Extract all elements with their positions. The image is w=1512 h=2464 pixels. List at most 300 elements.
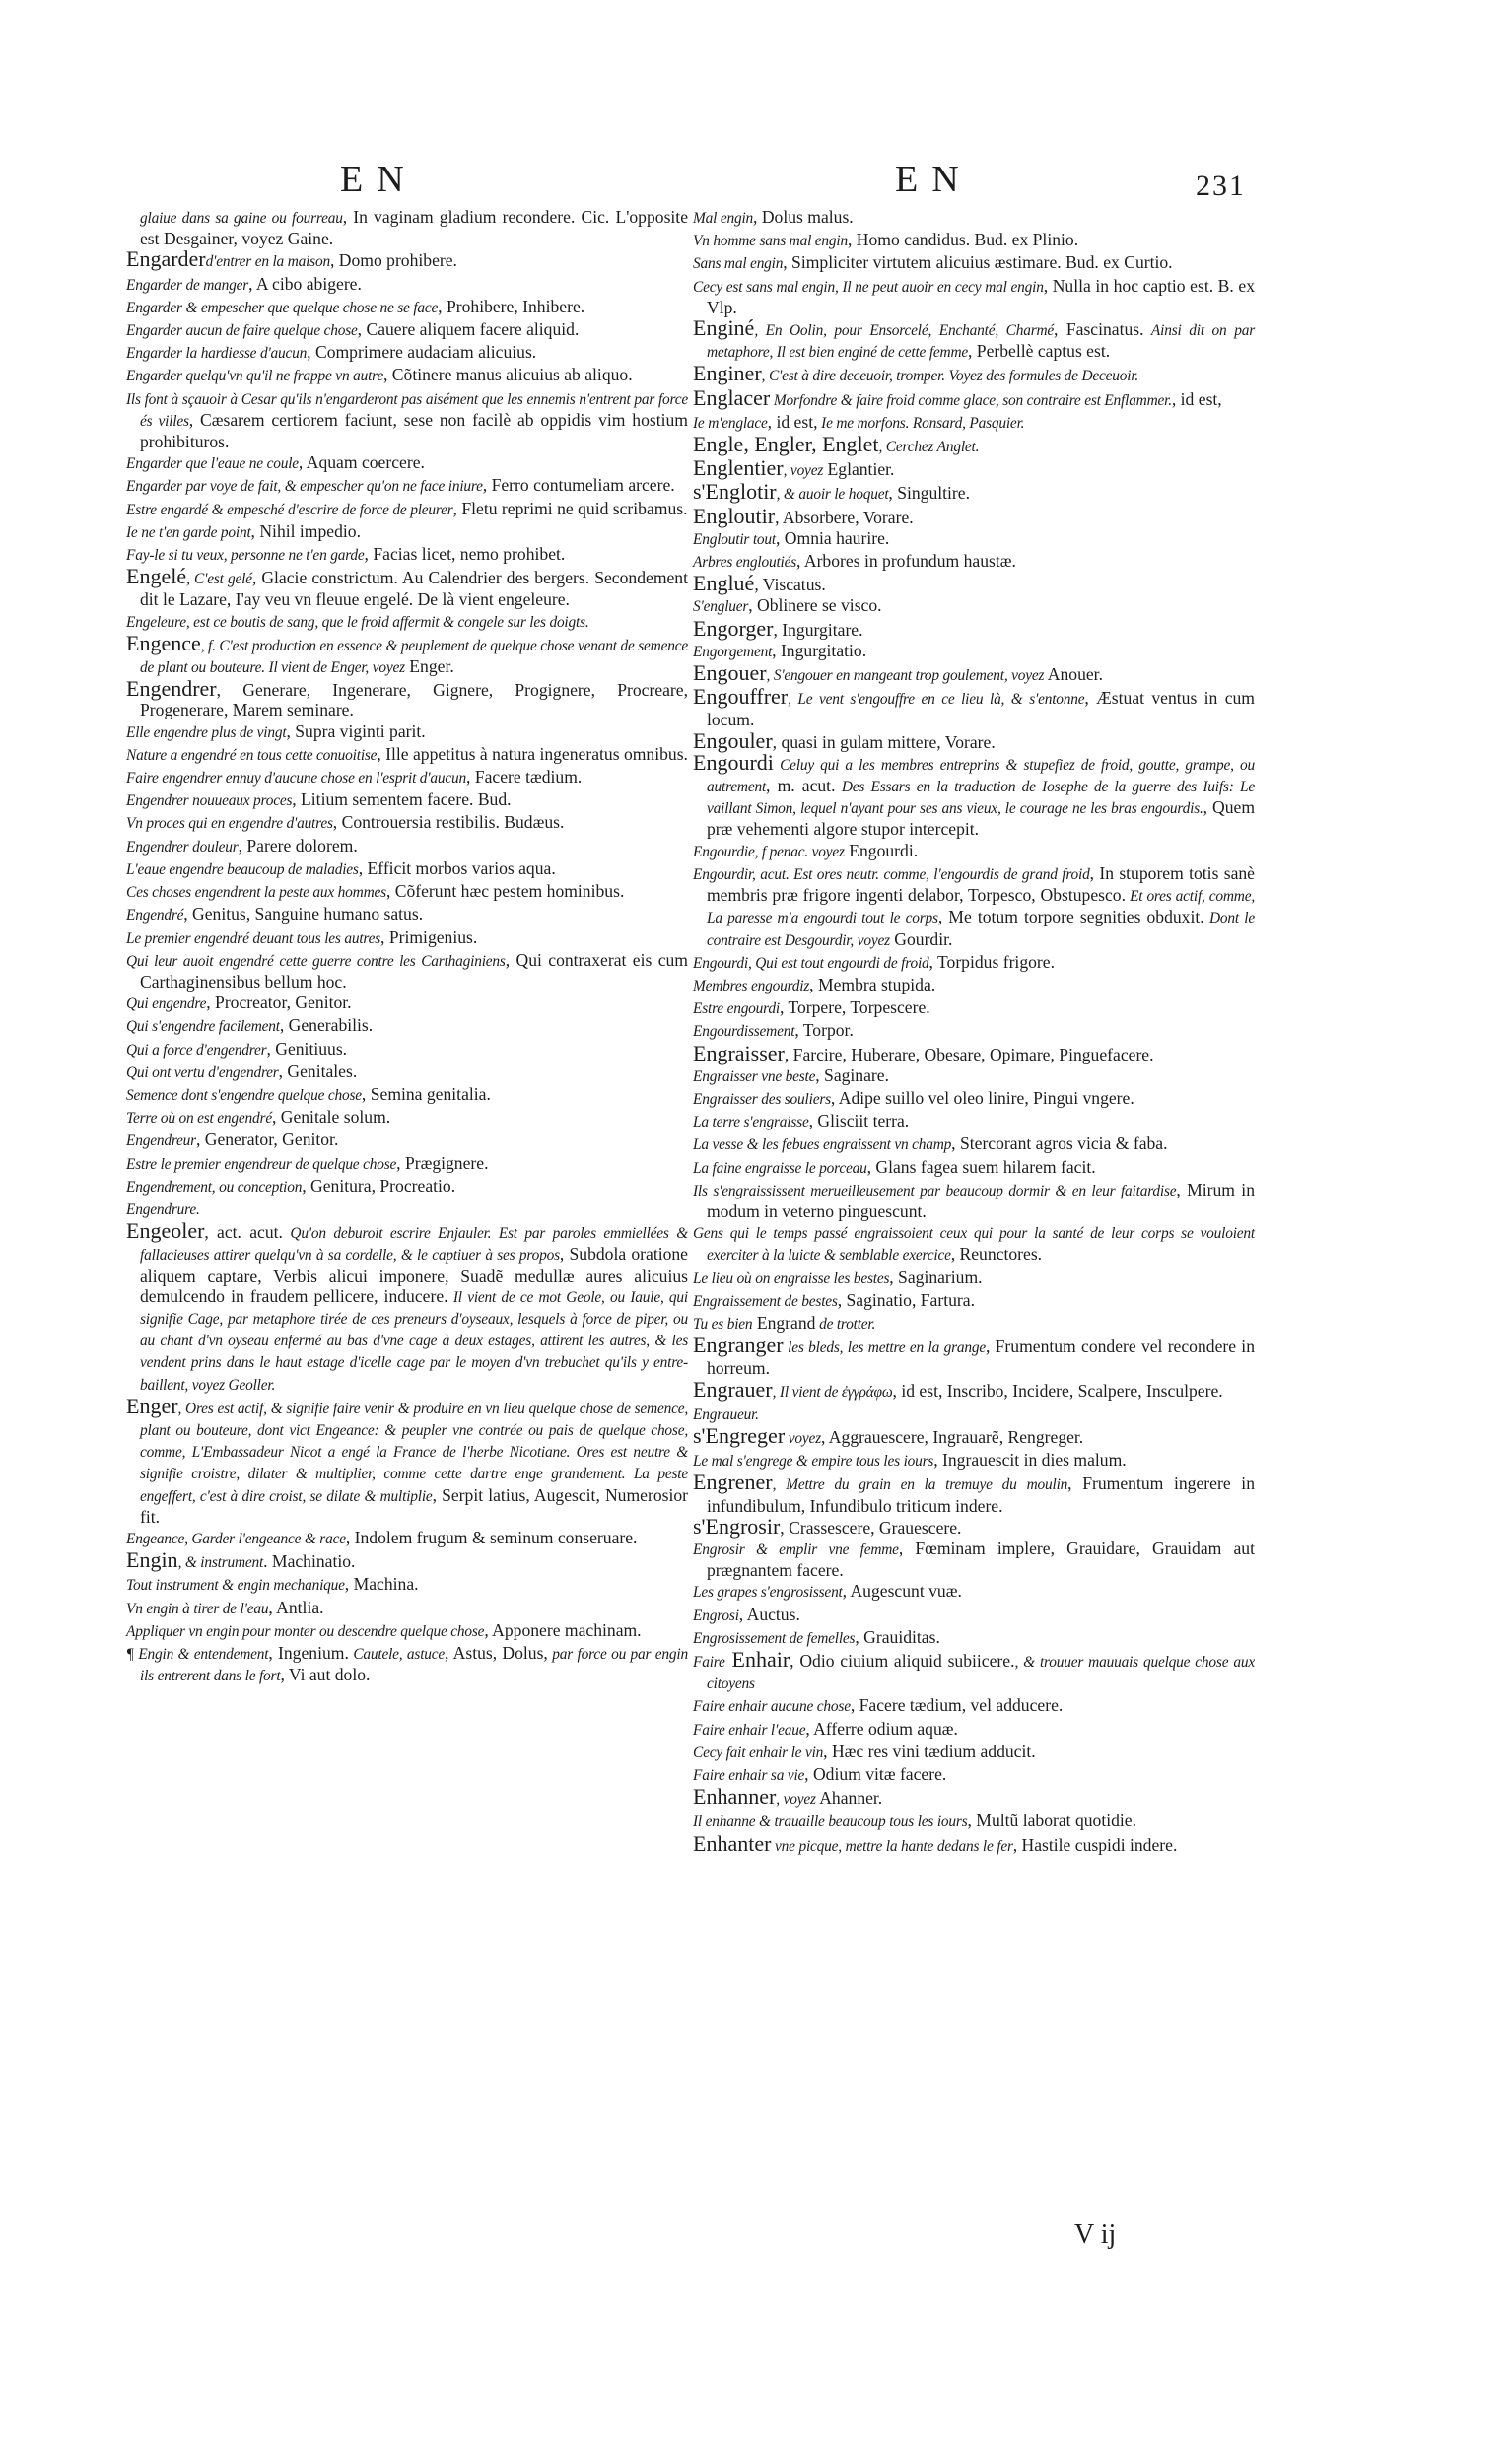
dictionary-entry [126, 1393, 689, 1527]
latin-text: , Augescunt vuæ. [842, 1581, 962, 1602]
dictionary-entry [126, 721, 688, 743]
latin-text: , Facias licet, nemo prohibet. [364, 544, 566, 565]
latin-text: , Me totum torpore segnities obduxit. [937, 907, 1204, 927]
dictionary-entry [126, 521, 688, 543]
dictionary-entry [693, 1764, 1255, 1786]
latin-text: , Genitiuus. [266, 1038, 348, 1059]
latin-text: , Frumentum ingerere in infundibulum, Infundibulo triticum indere. [707, 1473, 1255, 1516]
french-text: Vn proces qui en engendre d'autres [126, 815, 333, 833]
dictionary-entry [693, 727, 1255, 753]
latin-text: , Parere dolorem. [238, 835, 358, 856]
dictionary-entry [693, 455, 1255, 481]
latin-text: , act. acut. [204, 1222, 283, 1243]
french-text: Engeance, Garder l'engeance & race [126, 1530, 346, 1547]
french-text: , voyez [776, 1791, 816, 1809]
dictionary-entry [126, 881, 688, 903]
french-text: Engourdi, Qui est tout engourdi de froid [693, 954, 929, 972]
dictionary-entry [126, 992, 688, 1014]
latin-text: , Saginatio, Fartura. [837, 1289, 975, 1310]
latin-text: , Aggrauescere, Ingrauarẽ, [820, 1426, 1004, 1447]
dictionary-entry [693, 1290, 1255, 1312]
headword: Engarder [126, 246, 206, 272]
latin-text: , Ille appetitus à natura ingeneratus omnibus. [377, 743, 688, 764]
french-text: Engendrure. [126, 1200, 200, 1218]
french-text: , Cerchez Anglet. [878, 439, 980, 456]
dictionary-entry [126, 767, 688, 788]
french-text: L'eaue engendre beaucoup de maladies [126, 860, 359, 878]
dictionary-entry [126, 475, 688, 497]
latin-text: , Multũ laborat quotidie. [967, 1811, 1137, 1831]
french-text: Tu es bien [693, 1315, 753, 1333]
dictionary-entry [126, 274, 688, 296]
dictionary-entry [693, 1267, 1255, 1289]
french-text: Nature a engendré en tous cette conuoitise [126, 746, 378, 764]
french-text: Estre engourdi [693, 1000, 780, 1018]
french-text: Le mal s'engrege & empire tous les iours [693, 1453, 934, 1471]
french-text: , Le vent s'engouffre en ce lieu là, & s'entonne [788, 691, 1085, 709]
running-head-left: EN [340, 159, 418, 200]
dictionary-entry [693, 997, 1255, 1019]
latin-text: , Ingurgitatio. [772, 640, 867, 660]
dictionary-entry [693, 1811, 1255, 1832]
latin-text: Ahanner. [815, 1788, 883, 1809]
dictionary-entry [693, 479, 1255, 505]
dictionary-entry [126, 1061, 688, 1083]
dictionary-entry [693, 1335, 1255, 1378]
latin-text: , Litium sementem facere. Bud. [292, 789, 512, 810]
french-text: Ils s'engraississent merueilleusement par beaucoup dormir & en leur faitardise [693, 1182, 1177, 1199]
french-text: , & trouuer mauuais quelque chose aux citoyens [707, 1654, 1255, 1693]
headword: Engendrer [126, 676, 217, 702]
french-text: S'engluer [693, 598, 749, 616]
french-text: Ie me morfons. Ronsard, Pasquier. [817, 414, 1025, 432]
french-text: Vn engin à tirer de l'eau [126, 1600, 269, 1617]
dictionary-entry [126, 1084, 688, 1106]
latin-text: . Machinatio. [263, 1551, 356, 1572]
dictionary-entry [693, 1539, 1255, 1580]
running-head-right: EN [895, 159, 973, 200]
latin-text: , Hæc res vini tædium adducit. [823, 1741, 1036, 1761]
french-text: Le premier engendré deuant tous les autres [126, 929, 381, 947]
latin-text: , Dolus malus. [753, 207, 854, 227]
french-text: Qui engendre [126, 995, 207, 1013]
dictionary-entry [126, 207, 688, 248]
latin-text: Rengreger. [1003, 1426, 1084, 1447]
french-text: Arbres engloutiés [693, 554, 797, 572]
french-text: par force ou par engin ils entrerent dans le fort [140, 1646, 688, 1685]
latin-text: , Hastile cuspidi indere. [1012, 1834, 1178, 1855]
latin-text: , Genitus, Sanguine humano satus. [183, 904, 424, 924]
french-text: , Il vient de ἐγγράφω [772, 1383, 893, 1401]
dictionary-entry [126, 836, 688, 857]
dictionary-entry [693, 975, 1255, 996]
french-text: Engarder que l'eaue ne coule [126, 455, 299, 473]
dictionary-entry [693, 571, 1255, 596]
latin-text: , A cibo abigere. [248, 273, 362, 294]
french-text: Engraueur. [693, 1405, 759, 1423]
latin-text: , Vi aut dolo. [280, 1665, 371, 1685]
dictionary-entry [693, 1065, 1255, 1087]
page-number: 231 [1196, 170, 1246, 202]
french-text: Engarder quelqu'vn qu'il ne frappe vn autre [126, 368, 383, 385]
latin-text: , Generator, Genitor. [195, 1129, 339, 1150]
dictionary-entry [693, 276, 1255, 317]
latin-text: , Genitales. [278, 1061, 358, 1081]
dictionary-entry [126, 789, 688, 811]
french-text: voyez [785, 1429, 821, 1447]
latin-text: , Efficit morbos varios aqua. [358, 857, 556, 878]
latin-text: , Mirum in modum in veterno pinguescunt. [707, 1179, 1255, 1221]
signature-mark: V ij [1074, 2220, 1117, 2250]
headword: Engorger [693, 615, 774, 641]
headword: Engrener [693, 1470, 773, 1495]
french-text: Engrosissement de femelles [693, 1629, 856, 1647]
dictionary-entry [693, 1627, 1255, 1649]
headword: Engle, Engler, Englet [693, 432, 879, 457]
french-text: Qui a force d'engendrer [126, 1041, 267, 1059]
latin-text: , Saginarium. [889, 1266, 983, 1287]
latin-text: , Qui contraxerat eis cum Carthaginensibus bellum hoc. [140, 949, 688, 992]
french-text: Engraissement de bestes [693, 1292, 838, 1310]
latin-text: , Subdola oratione aliquem captare, Verbis alicui imponere, Suadẽ medullæ aures alicuius demulcendo in fraudem pellicere, inducere. [140, 1244, 688, 1306]
headword: s'Engrosir [693, 1513, 781, 1539]
french-text: , S'engouer en mangeant trop goulement, voyez [766, 667, 1045, 685]
latin-text: , Serpit latius, Augescit, Numerosior fit. [140, 1484, 689, 1527]
dictionary-entry [126, 1620, 688, 1642]
french-text: Engarder de manger [126, 276, 249, 294]
latin-text: , Farcire, Huberare, Obesare, Opimare, Pinguefacere. [784, 1044, 1154, 1064]
headword: s'Engreger [693, 1422, 786, 1448]
latin-text: , Comprimere audaciam alicuius. [307, 342, 537, 363]
right-column [693, 207, 1255, 1858]
latin-text: Eglantier. [823, 459, 895, 480]
dictionary-entry [693, 1376, 1255, 1403]
latin-text: , Antlia. [268, 1597, 324, 1617]
latin-text: , Cõferunt hæc pestem hominibus. [385, 881, 625, 902]
dictionary-entry [693, 1180, 1255, 1221]
french-text: Appliquer vn engin pour monter ou descendre quelque chose [126, 1622, 485, 1640]
dictionary-entry [693, 1422, 1255, 1449]
dictionary-entry [126, 342, 688, 364]
dictionary-entry [693, 1513, 1255, 1539]
headword: s'Englotir [693, 479, 777, 505]
latin-text: , Glacie constrictum. Au Calendrier des bergers. Secondement dit le Lazare, I'ay veu vn fleuue engelé. De là vient engeleure. [140, 568, 688, 610]
latin-text: , Crassescere, Grauescere. [780, 1517, 962, 1538]
french-text: Engendreur [126, 1132, 196, 1150]
headword: Engloutir [693, 503, 776, 528]
french-text: Engarder aucun de faire quelque chose [126, 322, 358, 340]
headword: Engranger [693, 1333, 784, 1358]
french-text: , & instrument [177, 1554, 264, 1572]
latin-text: , Æstuat ventus in cum locum. [707, 688, 1255, 730]
latin-text: , Nihil impedio. [250, 520, 361, 541]
dictionary-entry [693, 1742, 1255, 1763]
latin-text: , Glisciit terra. [808, 1111, 910, 1131]
dictionary-entry [126, 499, 688, 520]
dictionary-entry [126, 630, 688, 678]
latin-text: , Semina genitalia. [361, 1083, 491, 1104]
french-text: Les grapes s'engrosissent [693, 1584, 843, 1602]
dictionary-entry [693, 384, 1255, 411]
french-text: les bleds, les mettre en la grange [783, 1339, 986, 1357]
dictionary-entry [693, 1472, 1255, 1515]
latin-text: , Simpliciter virtutem alicuius æstimare. Bud. ex Curtio. [783, 252, 1173, 273]
dictionary-entry [126, 1176, 688, 1198]
french-text: , C'est à dire deceuoir, tromper. Voyez des formules de Deceuoir. [761, 368, 1139, 385]
dictionary-entry [126, 1574, 688, 1596]
french-text: Celuy qui a les membres entreprins & stupefiez de froid, goutte, grampe, ou autrement [707, 756, 1255, 796]
french-text: Cecy est sans mal engin, Il ne peut auoir en cecy mal engin [693, 278, 1044, 296]
french-text: Sans mal engin [693, 255, 784, 273]
french-text: Cautele, astuce [348, 1646, 446, 1663]
french-text: Faire enhair aucune chose [693, 1698, 851, 1716]
french-text: Engendrer nouueaux proces [126, 792, 293, 810]
dictionary-entry [693, 1088, 1255, 1110]
latin-text: Engourdi. [844, 840, 919, 860]
dictionary-entry [126, 544, 688, 566]
latin-text: , id est, Inscribo, Incidere, Scalpere, Insculpere. [892, 1380, 1223, 1401]
headword: Enger [126, 1393, 178, 1418]
dictionary-entry [693, 361, 1255, 386]
latin-text: , Procreator, Genitor. [206, 992, 352, 1013]
french-text: , C'est gelé [186, 571, 252, 588]
french-text: Mal engin [693, 210, 754, 227]
headword: Engelé [126, 564, 187, 589]
french-text: Engourdissement [693, 1023, 795, 1041]
dictionary-entry [693, 432, 1255, 457]
latin-text: , Frumentum condere vel recondere in horreum. [707, 1336, 1255, 1379]
headword: Enhair [724, 1647, 790, 1672]
latin-text: , Reunctores. [950, 1244, 1043, 1265]
french-text: vne picque, mettre la hante dedans le fer [771, 1837, 1013, 1855]
latin-text: , Grauiditas. [855, 1626, 940, 1647]
french-text: Qu'on deburoit escrire Enjauler. Est par paroles emmiellées & fallacieuses attirer quelqu'vn à sa cordelle, & le captiuer à ses propos [140, 1225, 688, 1265]
latin-text: , Supra viginti parit. [286, 720, 426, 741]
latin-text: , Nulla in hoc captio est. B. ex Vlp. [707, 275, 1255, 317]
french-text: Estre le premier engendreur de quelque chose [126, 1155, 397, 1173]
headword: Engrauer [693, 1376, 773, 1402]
dictionary-entry [693, 615, 1255, 641]
headword: Englentier [693, 455, 784, 481]
french-text: Engendrement, ou conception [126, 1178, 303, 1196]
french-text: , Mettre du grain en la tremuye du moulin [772, 1476, 1068, 1494]
latin-text: , Prohibere, Inhibere. [438, 296, 585, 316]
dictionary-entry [126, 1598, 688, 1619]
french-text: , En Oolin, pour Ensorcelé, Enchanté, Charmé [754, 322, 1055, 340]
dictionary-entry [693, 1222, 1255, 1266]
french-text: Le lieu où on engraisse les bestes [693, 1269, 890, 1287]
headword: Engouer [693, 660, 767, 686]
dictionary-entry [693, 1784, 1255, 1810]
french-text: d'entrer en la maison [205, 253, 330, 271]
french-text: Engendré [126, 907, 184, 924]
headword: Engouler [693, 727, 773, 753]
dictionary-entry [126, 676, 688, 720]
dictionary-entry [693, 230, 1255, 251]
latin-text: , Genitura, Procreatio. [302, 1175, 456, 1196]
dictionary-entry [126, 365, 688, 386]
french-text: Engraisser des souliers [693, 1090, 831, 1108]
french-text: , f. C'est production en essence & peuplement de quelque chose venant de semence de plant ou bouteure. Il vient de Enger, voyez [140, 637, 688, 677]
dictionary-entry [693, 528, 1255, 550]
french-text: Il vient de ce mot Geole, ou Iaule, qui signifie Cage, par metaphore tirée de ces preneurs d'oyseaux, lesquels à force de piper, ou au chant d'vn oyseau enfermé au bas d'vne cage à deux estages, attirent les autres, & les vendent prins dans le haut estage d'icelle cage par le moyen d'vn trebuchet qu'ils y entre-baillent, voyez Geoller. [140, 1288, 689, 1394]
french-text: Engarder par voye de fait, & empescher qu'on ne face iniure [126, 478, 483, 496]
latin-text: , m. acut. [766, 776, 836, 796]
headword: Enhanter [693, 1830, 772, 1856]
french-text: Ces choses engendrent la peste aux hommes [126, 884, 386, 902]
headword: Engouffrer [693, 684, 789, 710]
dictionary-entry [126, 388, 688, 452]
dictionary-entry [126, 452, 688, 474]
latin-text: , Cõtinere manus alicuius ab aliquo. [383, 365, 633, 385]
french-text: Terre où on est engendré [126, 1110, 272, 1128]
dictionary-entry [693, 252, 1255, 274]
latin-text: , id est, [1171, 388, 1222, 409]
latin-text: Anouer. [1044, 664, 1103, 685]
dictionary-entry [126, 564, 688, 610]
latin-text: , Oblinere se visco. [748, 595, 882, 616]
dictionary-entry [126, 297, 688, 318]
latin-text: , Membra stupida. [809, 974, 936, 994]
french-text: Tout instrument & engin mechanique [126, 1577, 345, 1595]
headword: Engraisser [693, 1040, 785, 1065]
headword: Englacer [693, 384, 771, 410]
dictionary-entry [693, 503, 1255, 528]
french-text: Engloutir tout [693, 530, 776, 548]
french-text: Dont le contraire est Desgourdir, voyez [707, 910, 1255, 949]
latin-text: , In stuporem totis sanè membris præ frigore ingenti delabor, Torpesco, Obstupesco. [707, 862, 1255, 906]
french-text: Faire enhair l'eaue [693, 1721, 806, 1739]
dictionary-entry [126, 1039, 688, 1061]
french-text: Ainsi dit on par metaphore, Il est bien enginé de cette femme [707, 322, 1255, 362]
latin-text: , Fœminam implere, Grauidare, Grauidam aut prægnantem facere. [707, 1538, 1255, 1581]
latin-text: , Absorbere, Vorare. [775, 507, 914, 527]
latin-text: , Perbellè captus est. [968, 341, 1111, 362]
latin-text: , Facere tædium. [466, 767, 583, 787]
latin-text: , id est, [767, 411, 818, 432]
dictionary-entry [693, 1605, 1255, 1626]
latin-text: , Generare, Ingenerare, Gignere, Progignere, Procreare, Progenerare, Marem seminare. [140, 680, 688, 720]
dictionary-entry [126, 1218, 689, 1396]
latin-text: , Omnia haurire. [776, 527, 890, 548]
latin-text: , Viscatus. [754, 575, 826, 595]
dictionary-entry [693, 1111, 1255, 1132]
french-text: de trotter. [815, 1315, 876, 1333]
latin-text: , Singultire. [888, 483, 970, 504]
latin-text: , Ferro contumeliam arcere. [482, 475, 675, 496]
latin-text: , Apponere machinam. [484, 1619, 642, 1640]
dictionary-entry [126, 1528, 688, 1549]
french-text: Qui leur auoit engendré cette guerre contre les Carthaginiens [126, 952, 506, 970]
french-text: Et ores actif, comme, La paresse m'a engourdi tout le corps [707, 888, 1255, 927]
headword: Engeoler [126, 1218, 205, 1244]
dictionary-entry [693, 841, 1255, 862]
french-text: Engarder & empescher que quelque chose ne se face [126, 299, 439, 316]
latin-text: , Torpor. [794, 1020, 854, 1041]
french-text: Engrosi [693, 1607, 739, 1624]
dictionary-entry [693, 660, 1255, 686]
latin-text: , Controuersia restibilis. Budæus. [332, 812, 565, 833]
dictionary-entry [693, 1719, 1255, 1741]
dictionary-entry [126, 319, 688, 341]
latin-text: , Adipe suillo vel oleo linire, Pingui vngere. [830, 1087, 1134, 1108]
dictionary-entry [693, 1830, 1255, 1857]
latin-text: , Torpere, Torpescere. [779, 997, 930, 1018]
french-text: Cecy fait enhair le vin [693, 1744, 824, 1761]
latin-text: , Machina. [344, 1574, 419, 1595]
dictionary-entry [693, 1695, 1255, 1717]
french-text: Qui ont vertu d'engendrer [126, 1063, 279, 1081]
latin-text: , Domo prohibere. [329, 250, 457, 271]
dictionary-entry [693, 1450, 1255, 1472]
latin-text: , Odium vitæ facere. [804, 1764, 947, 1785]
french-text: Il enhanne & trauaille beaucoup tous les iours [693, 1814, 968, 1831]
dictionary-entry [126, 744, 688, 766]
latin-text: , quasi in gulam mittere, Vorare. [772, 731, 996, 752]
latin-text: , Glans fagea suem hilarem facit. [866, 1156, 1096, 1177]
dictionary-entry [693, 749, 1255, 840]
french-text: Engourdie, f penac. voyez [693, 843, 845, 860]
latin-text: , Aquam coercere. [298, 452, 425, 473]
french-text: La vesse & les febues engraissent vn champ [693, 1136, 952, 1154]
latin-text: , Odio ciuium aliquid subiicere. [790, 1651, 1015, 1671]
dictionary-entry [693, 595, 1255, 617]
dictionary-entry [693, 1133, 1255, 1155]
french-text: Des Essars en la traduction de Iosephe de la guerre des Iuifs: Le vaillant Simon, lequel n'ayant pour ses ans vieux, le courage ne les bras engourdis. [707, 779, 1255, 818]
french-text: Faire [693, 1654, 725, 1671]
latin-text: , In vaginam gladium recondere. Cic. L'opposite est Desgainer, voyez Gaine. [140, 207, 688, 249]
latin-text: , Astus, Dolus, [445, 1643, 548, 1663]
french-text: Engorgement [693, 643, 773, 660]
french-text: ¶ Engin & entendement [126, 1646, 269, 1663]
dictionary-entry [126, 858, 688, 880]
latin-text: Gourdir. [889, 928, 953, 949]
latin-text: , Homo candidus. Bud. ex Plinio. [848, 230, 1079, 250]
dictionary-entry [693, 1313, 1255, 1335]
latin-text: , Facere tædium, vel adducere. [850, 1695, 1064, 1716]
french-text: Faire enhair sa vie [693, 1767, 805, 1785]
latin-text: , Cauere aliquem facere aliquid. [357, 319, 580, 340]
french-text: Engraisser vne beste [693, 1067, 816, 1085]
french-text: Fay-le si tu veux, personne ne t'en garde [126, 547, 365, 565]
dictionary-entry [693, 1040, 1255, 1065]
dictionary-entry [693, 315, 1255, 363]
headword: Engence [126, 630, 201, 655]
dictionary-entry [126, 950, 688, 992]
dictionary-entry [126, 904, 688, 925]
latin-text: , Generabilis. [279, 1015, 374, 1036]
dictionary-entry [693, 412, 1255, 434]
french-text: Vn homme sans mal engin [693, 233, 848, 250]
latin-text: , Indolem frugum & seminum conseruare. [345, 1527, 638, 1547]
headword: Engourdi [693, 749, 774, 775]
french-text: glaiue dans sa gaine ou fourreau [140, 210, 343, 227]
dictionary-entry [126, 1129, 688, 1151]
french-text: , & auoir le hoquet [776, 486, 889, 504]
french-text: Gens qui le temps passé engraissoient ceux qui pour la santé de leur corps se vouloient exerciter à la luicte & semblable exercice [693, 1225, 1255, 1265]
french-text: Elle engendre plus de vingt [126, 723, 287, 741]
french-text: Engrosir & emplir vne femme [693, 1540, 899, 1558]
headword: Engin [126, 1547, 178, 1573]
headword: Enhanner [693, 1784, 777, 1810]
french-text: Estre engardé & empesché d'escrire de force de pleurer [126, 501, 453, 518]
latin-text: , Afferre odium aquæ. [805, 1718, 958, 1739]
latin-text: , Fascinatus. [1054, 319, 1144, 340]
french-text: La faine engraisse le porceau [693, 1159, 867, 1177]
dictionary-entry [126, 1107, 688, 1129]
latin-text: Engrand [752, 1312, 816, 1333]
dictionary-entry [693, 1020, 1255, 1042]
